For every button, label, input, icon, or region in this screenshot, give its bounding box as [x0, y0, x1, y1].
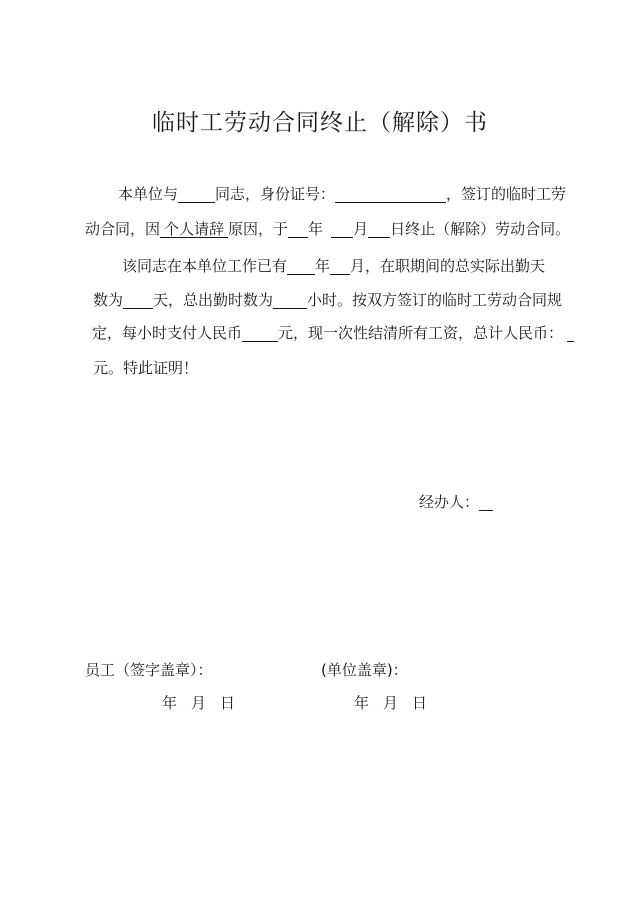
hourly-rate-blank	[242, 325, 278, 342]
id-number-blank	[335, 186, 446, 203]
date-day: 日	[412, 694, 428, 712]
handler-label: 经办人：	[419, 493, 480, 511]
handler-blank	[479, 494, 493, 511]
year-blank	[288, 221, 308, 238]
date-month: 月	[383, 694, 399, 712]
paragraph-1-line-2	[85, 219, 570, 239]
employee-signature-label: 员工（签字盖章）：	[85, 661, 213, 679]
years-worked-blank	[287, 258, 315, 275]
paragraph-2-line-4	[93, 358, 198, 378]
day-blank	[368, 221, 390, 238]
text-segment: ，签订的临时工劳	[446, 185, 567, 203]
paragraph-1-line-1	[118, 184, 566, 204]
unit-date	[354, 692, 427, 713]
text-segment: 月，在职期间的总实际出勤天	[350, 257, 546, 275]
text-segment: 本单位与	[118, 185, 179, 203]
handler-line	[419, 491, 493, 512]
text-segment: 该同志在本单位工作已有	[122, 257, 288, 275]
text-segment: 小时。按双方签订的临时工劳动合同规	[307, 291, 563, 309]
text-segment: 天，总出勤时数为	[153, 291, 274, 309]
date-year: 年	[354, 694, 370, 712]
employee-date	[162, 692, 235, 713]
text-segment: 同志，身份证号：	[215, 185, 336, 203]
name-blank	[178, 186, 215, 203]
text-segment: 数为	[93, 291, 124, 309]
text-segment: 年	[308, 220, 324, 238]
date-year: 年	[162, 694, 178, 712]
text-segment: 元。特此证明！	[93, 359, 199, 377]
reason-field: 个人请辞	[160, 221, 228, 238]
date-day: 日	[220, 694, 236, 712]
text-segment: 原因，于	[228, 220, 289, 238]
text-segment: 元，现一次性结清所有工资，总计人民币：	[278, 324, 564, 342]
document-title: 临时工劳动合同终止（解除）书	[152, 110, 488, 136]
text-segment: 年	[315, 257, 331, 275]
months-worked-blank	[330, 258, 350, 275]
month-blank	[331, 221, 353, 238]
text-segment: 定，每小时支付人民币	[92, 324, 243, 342]
date-month: 月	[191, 694, 207, 712]
paragraph-2-line-1	[122, 256, 545, 276]
unit-seal-label: (单位盖章)：	[321, 661, 408, 679]
total-amount-blank	[567, 325, 574, 342]
text-segment: 日终止（解除）劳动合同。	[390, 220, 571, 238]
days-blank	[123, 292, 153, 309]
text-segment: 月	[353, 220, 369, 238]
text-segment: 动合同，因	[85, 220, 161, 238]
hours-blank	[273, 292, 307, 309]
paragraph-2-line-3	[92, 323, 574, 343]
paragraph-2-line-2	[93, 290, 562, 310]
